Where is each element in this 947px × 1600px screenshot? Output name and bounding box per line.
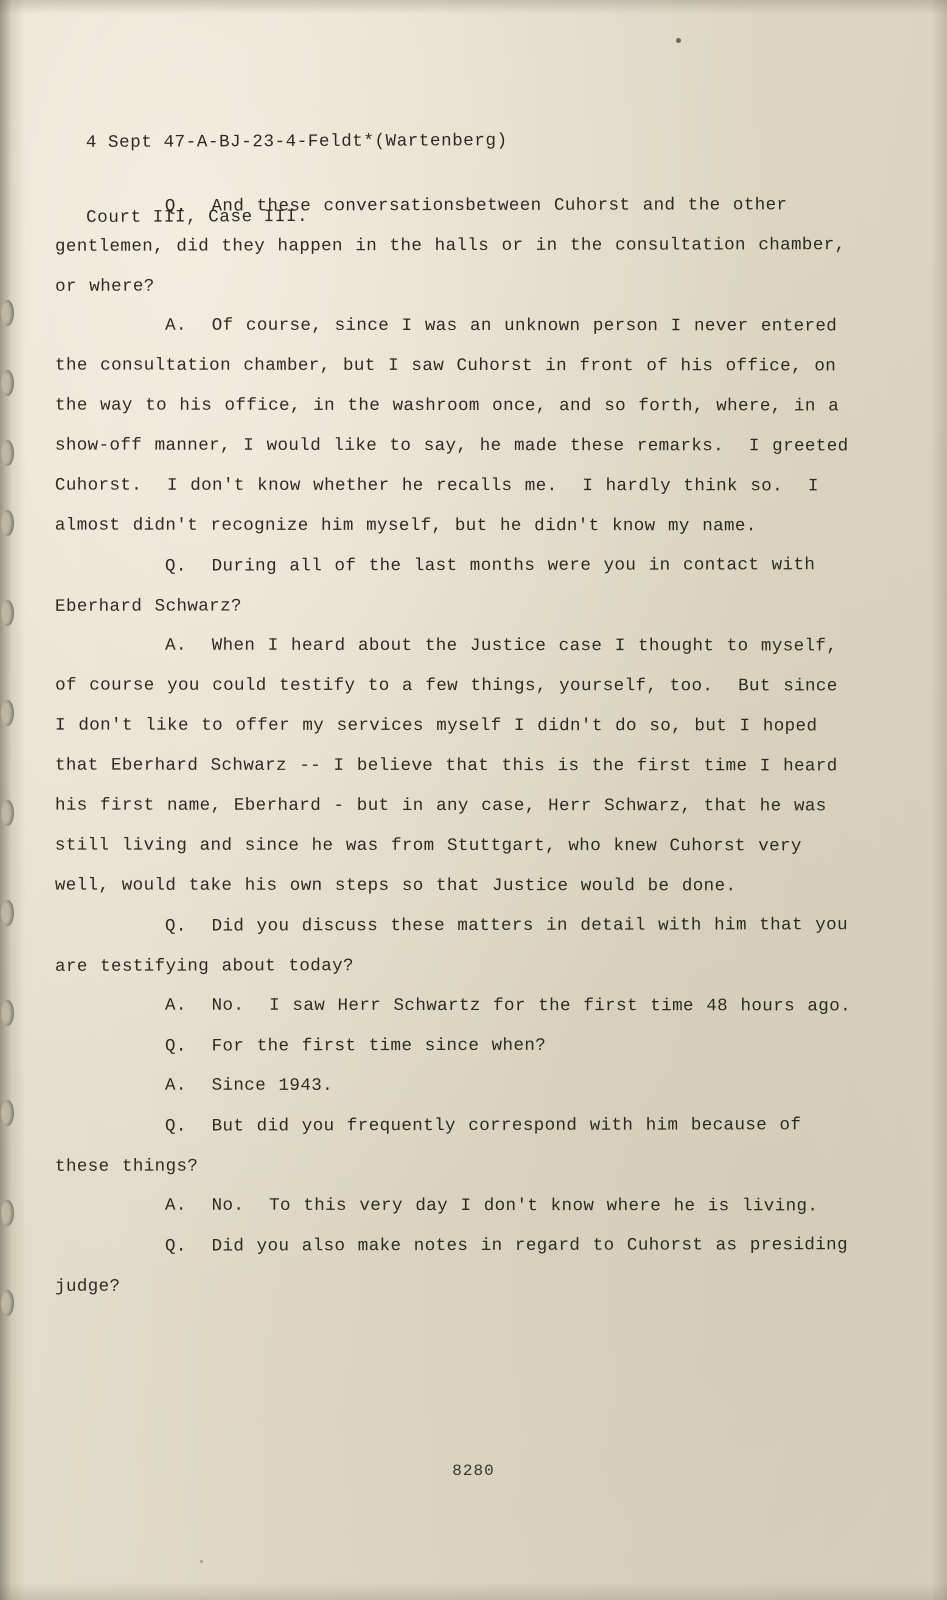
transcript-paragraph: A. Since 1943. <box>164 1075 334 1096</box>
header-court-line: Court III, Case III. <box>86 206 309 228</box>
page-number: 8280 <box>452 1462 495 1480</box>
transcript-paragraph: Q. And these conversationsbetween Cuhorst and the other gentlemen, did they happen in the halls or in the consultation chamber, or where? <box>54 195 858 297</box>
transcript-paragraph: Q. Did you discuss these matters in detail with him that you are testifying about today? <box>55 915 861 977</box>
transcript-paragraph: A. Of course, since I was an unknown person I never entered the consultation chamber, but I saw Cuhorst in front of his office, on the way to his office, in the washroom once, and so forth, where, in a show-off manner, I would like to say, he made these remarks. I greeted Cuhorst. I don't know whether he recalls me. I hardly think so. I almost didn't recognize him myself, but he didn't know my name. <box>54 315 861 537</box>
header-case-line: 4 Sept 47-A-BJ-23-4-Feldt*(Wartenberg) <box>85 131 508 153</box>
transcript-paragraph: Q. Did you also make notes in regard to Cuhorst as presiding judge? <box>55 1235 861 1297</box>
transcript-paragraph: Q. For the first time since when? <box>164 1035 547 1057</box>
transcript-paragraph: A. No. I saw Herr Schwartz for the first time 48 hours ago. <box>164 995 852 1017</box>
transcript-paragraph: A. When I heard about the Justice case I thought to myself, of course you could testify to a few things, yourself, too. But since I don't like to offer my services myself I didn't do so, but I hoped that Eberhard Schwarz -- I believe that this is the first time I heard his first name, Eberhard - but in any case, Herr Schwarz, that he was still living and since he was from Stuttgart, who knew Cuhorst very well, would take his own steps so that Justice would be done. <box>54 635 851 897</box>
transcript-paragraph: A. No. To this very day I don't know where he is living. <box>164 1195 819 1217</box>
transcript-body <box>54 186 861 1306</box>
transcript-paragraph: Q. During all of the last months were you in contact with Eberhard Schwarz? <box>55 555 828 617</box>
transcript-paragraph: Q. But did you frequently correspond with him because of these things? <box>55 1115 814 1177</box>
